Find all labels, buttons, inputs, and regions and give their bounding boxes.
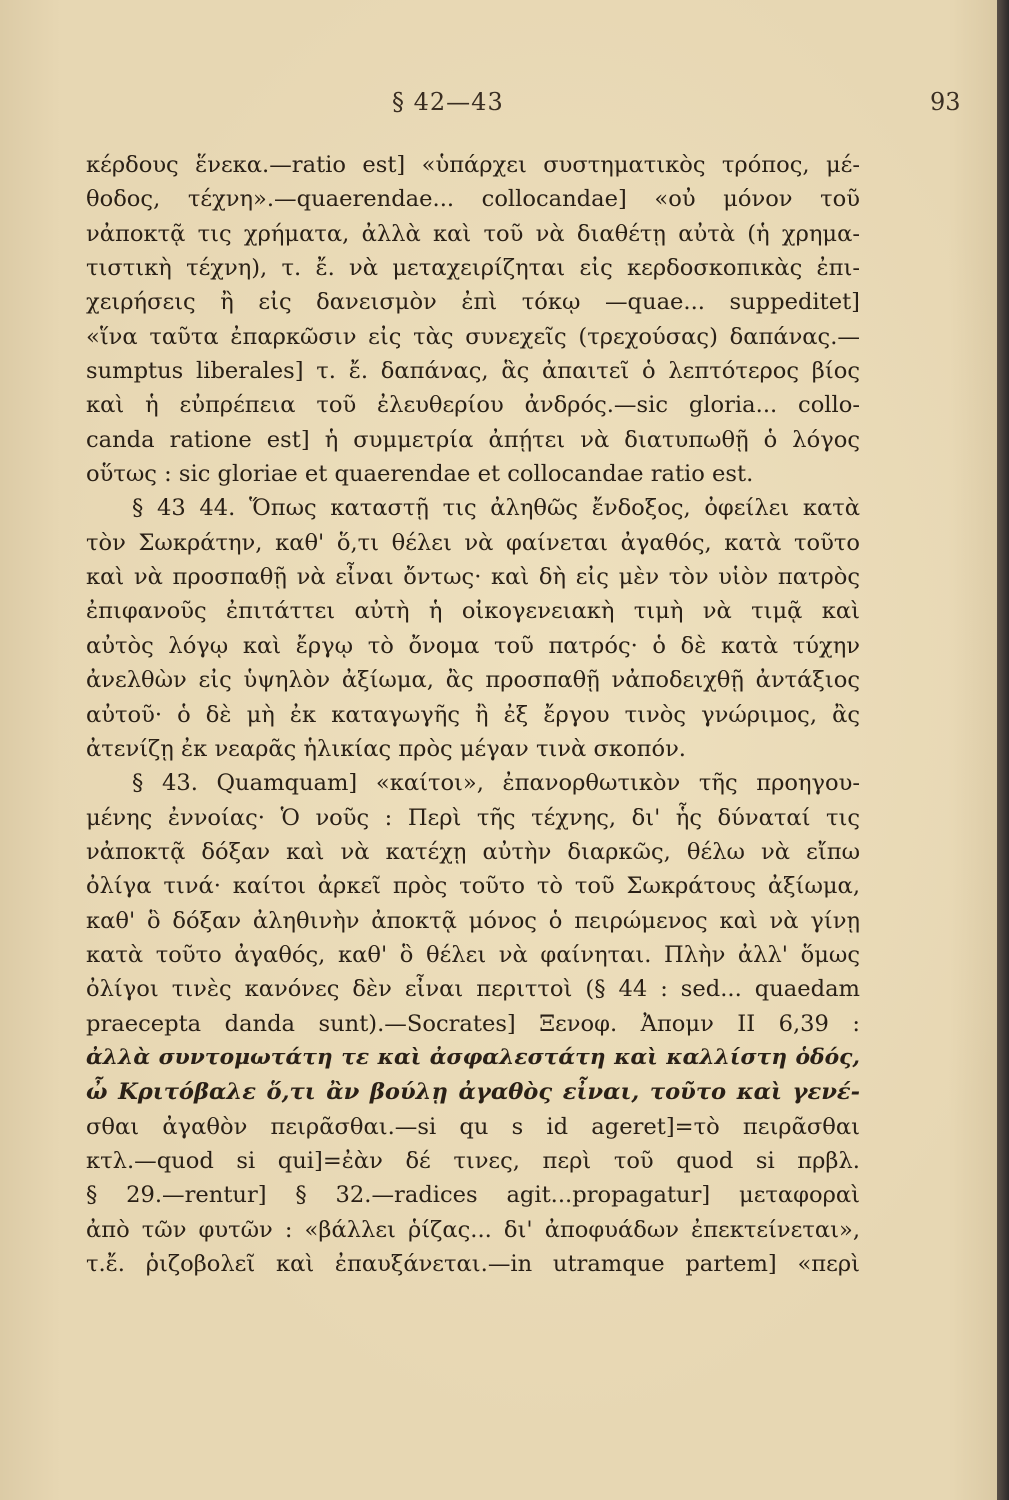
text-line: οὕτως : sic gloriae et quaerendae et collocandae ratio est. (86, 461, 754, 488)
text-line: νἀποκτᾷ τις χρήματα, ἀλλὰ καὶ τοῦ νὰ διαθέτῃ αὐτὰ (ἡ χρημα- (86, 220, 860, 247)
page-number: 93 (930, 88, 961, 116)
text-line: θοδος, τέχνη».—quaerendae... collocandae] «οὐ μόνον τοῦ (86, 186, 860, 213)
text-line: «ἵνα ταῦτα ἐπαρκῶσιν εἰς τὰς συνεχεῖς (τρεχούσας) δαπάνας.— (86, 323, 860, 350)
section-heading: § 42—43 (392, 88, 504, 116)
text-line: ἀπὸ τῶν φυτῶν : «βάλλει ῥίζας... δι' ἀποφυάδων ἐπεκτείνεται», (86, 1216, 860, 1243)
text-line: μένης ἐννοίας· Ὁ νοῦς : Περὶ τῆς τέχνης, δι' ἧς δύναταί τις (86, 804, 860, 831)
text-line: τ.ἔ. ῥιζοβολεῖ καὶ ἐπαυξάνεται.—in utramque partem] «περὶ (86, 1251, 860, 1277)
text-line: sumptus liberales] τ. ἔ. δαπάνας, ἃς ἀπαιτεῖ ὁ λεπτότερος βίος (86, 358, 860, 385)
paragraph-start-line: § 43. Quamquam] «καίτοι», ἐπανορθωτικὸν τῆς προηγου- (132, 770, 860, 797)
text-line: ἐπιφανοῦς ἐπιτάττει αὐτὴ ἡ οἰκογενειακὴ τιμὴ νὰ τιμᾷ καὶ (86, 598, 860, 625)
text-line: κτλ.—quod si qui]=ἐὰν δέ τινες, περὶ τοῦ quod si πρβλ. (86, 1147, 860, 1174)
quotation-line: ὦ Κριτόβαλε ὅ,τι ἂν βούλῃ ἀγαθὸς εἶναι, τοῦτο καὶ γενέ- (86, 1079, 860, 1106)
text-line: καθ' ὃ δόξαν ἀληθινὴν ἀποκτᾷ μόνος ὁ πειρώμενος καὶ νὰ γίνῃ (86, 907, 860, 934)
text-line: νἀποκτᾷ δόξαν καὶ νὰ κατέχῃ αὐτὴν διαρκῶς, θέλω νὰ εἴπω (86, 838, 860, 865)
page-edge-shadow (997, 0, 1009, 1500)
text-line: κατὰ τοῦτο ἀγαθός, καθ' ὃ θέλει νὰ φαίνηται. Πλὴν ἀλλ' ὅμως (86, 941, 860, 968)
running-head (0, 88, 1009, 124)
text-line: § 29.—rentur] § 32.—radices agit...propagatur] μεταφοραὶ (86, 1182, 860, 1209)
text-line: κέρδους ἕνεκα.—ratio est] «ὑπάρχει συστηματικὸς τρόπος, μέ- (86, 152, 860, 178)
text-line: ὀλίγα τινά· καίτοι ἀρκεῖ πρὸς τοῦτο τὸ τοῦ Σωκράτους ἀξίωμα, (86, 873, 860, 900)
quotation-line: ἀλλὰ συντομωτάτη τε καὶ ἀσφαλεστάτη καὶ καλλίστη ὁδός, (86, 1044, 860, 1070)
text-line: χειρήσεις ἢ εἰς δανεισμὸν ἐπὶ τόκῳ —quae... suppeditet] (86, 289, 860, 316)
text-line: ὀλίγοι τινὲς κανόνες δὲν εἶναι περιττοὶ (§ 44 : sed... quaedam (86, 976, 860, 1003)
text-line: τὸν Σωκράτην, καθ' ὅ,τι θέλει νὰ φαίνεται ἀγαθός, κατὰ τοῦτο (86, 529, 860, 556)
text-line: canda ratione est] ἡ συμμετρία ἀπῄτει νὰ διατυπωθῇ ὁ λόγος (86, 426, 860, 453)
text-line: ἀτενίζῃ ἐκ νεαρᾶς ἡλικίας πρὸς μέγαν τινὰ σκοπόν. (86, 735, 686, 762)
text-line: praecepta danda sunt).—Socrates] Ξενοφ. Ἀπομν II 6,39 : (86, 1010, 860, 1037)
text-line: τιστικὴ τέχνη), τ. ἔ. νὰ μεταχειρίζηται εἰς κερδοσκοπικὰς ἐπι- (86, 255, 860, 282)
text-line: καὶ ἡ εὐπρέπεια τοῦ ἐλευθερίου ἀνδρός.—sic gloria... collo- (86, 392, 860, 419)
text-line: σθαι ἀγαθὸν πειρᾶσθαι.—si qu s id ageret]=τὸ πειρᾶσθαι (86, 1113, 860, 1140)
paragraph-start-line: § 43 44. Ὅπως καταστῇ τις ἀληθῶς ἔνδοξος, ὀφείλει κατὰ (132, 495, 860, 522)
text-line: αὐτοῦ· ὁ δὲ μὴ ἐκ καταγωγῆς ἢ ἐξ ἔργου τινὸς γνώριμος, ἂς (86, 701, 860, 728)
text-line: ἀνελθὼν εἰς ὑψηλὸν ἀξίωμα, ἂς προσπαθῇ νἀποδειχθῇ ἀντάξιος (86, 667, 860, 694)
body-text (86, 148, 860, 1281)
text-line: αὐτὸς λόγῳ καὶ ἔργῳ τὸ ὄνομα τοῦ πατρός· ὁ δὲ κατὰ τύχην (86, 632, 860, 659)
text-line: καὶ νὰ προσπαθῇ νὰ εἶναι ὄντως· καὶ δὴ εἰς μὲν τὸν υἱὸν πατρὸς (86, 564, 860, 591)
